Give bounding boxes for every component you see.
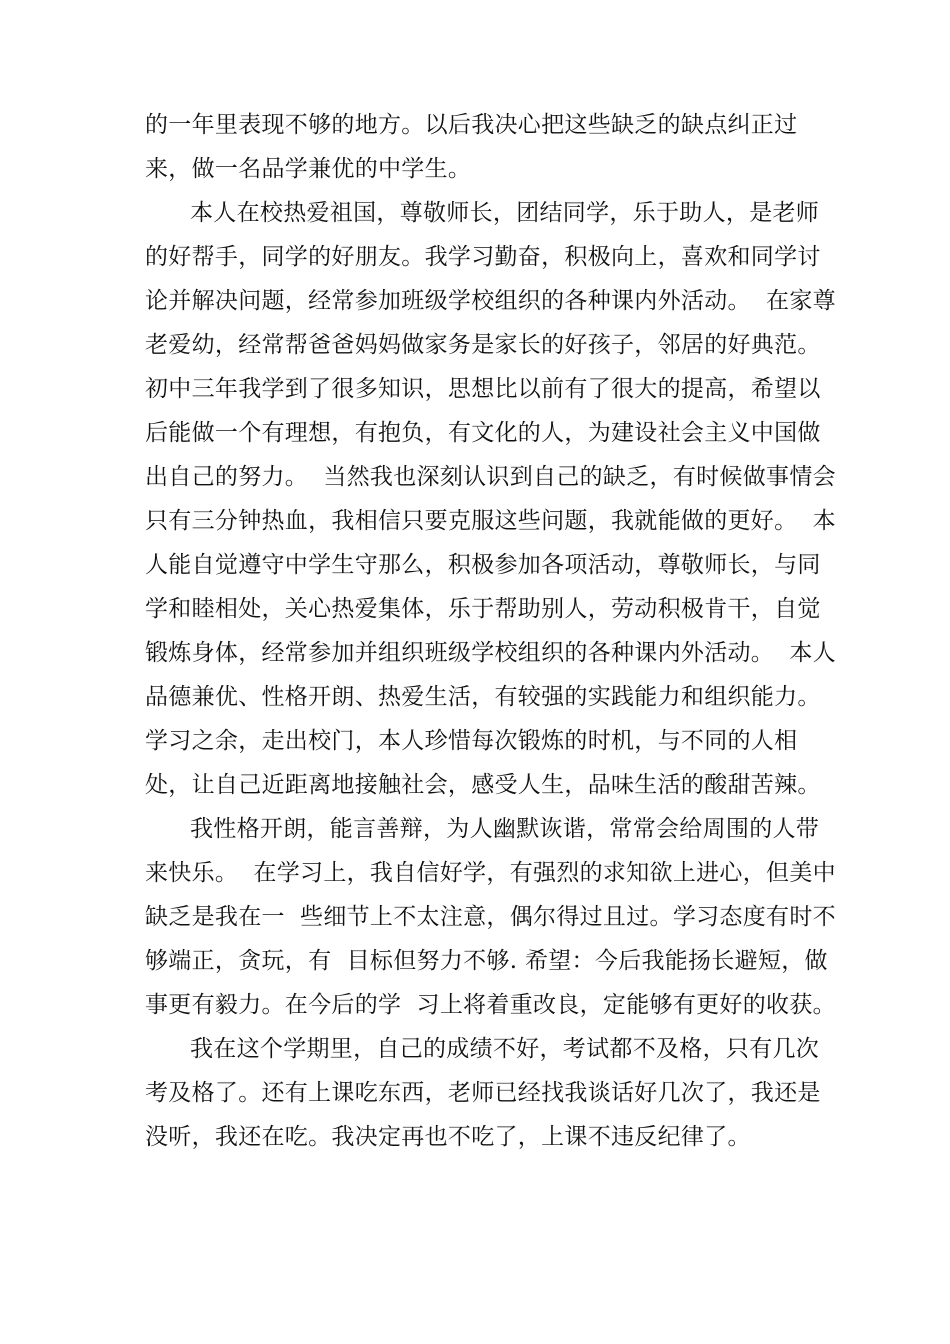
paragraph-start-line: 本人在校热爱祖国，尊敬师长，团结同学，乐于助人，是老师 xyxy=(190,200,820,226)
text-line: 事更有毅力。在今后的学 习上将着重改良，定能够有更好的收获。 xyxy=(145,992,836,1018)
paragraph-start-line: 我在这个学期里，自己的成绩不好，考试都不及格，只有几次 xyxy=(190,1036,820,1062)
text-line: 后能做一个有理想，有抱负，有文化的人，为建设社会主义中国做 xyxy=(145,420,821,446)
text-line: 学和睦相处，关心热爱集体，乐于帮助别人，劳动积极肯干，自觉 xyxy=(145,596,821,622)
text-line: 品德兼优、性格开朗、热爱生活，有较强的实践能力和组织能力。 xyxy=(145,684,821,710)
text-line: 老爱幼，经常帮爸爸妈妈做家务是家长的好孩子，邻居的好典范。 xyxy=(145,332,821,358)
text-line: 的一年里表现不够的地方。以后我决心把这些缺乏的缺点纠正过 xyxy=(145,112,798,138)
text-line: 出自己的努力。 当然我也深刻认识到自己的缺乏，有时候做事情会 xyxy=(145,464,836,490)
text-line: 处，让自己近距离地接触社会，感受人生，品味生活的酸甜苦辣。 xyxy=(145,772,821,798)
text-line: 论并解决问题，经常参加班级学校组织的各种课内外活动。 在家尊 xyxy=(145,288,836,314)
text-line: 考及格了。还有上课吃东西，老师已经找我谈话好几次了，我还是 xyxy=(145,1080,821,1106)
text-line: 学习之余，走出校门，本人珍惜每次锻炼的时机，与不同的人相 xyxy=(145,728,798,754)
text-line: 只有三分钟热血，我相信只要克服这些问题，我就能做的更好。 本 xyxy=(145,508,836,534)
paragraph-start-line: 我性格开朗，能言善辩，为人幽默诙谐，常常会给周围的人带 xyxy=(190,816,820,842)
text-line: 的好帮手，同学的好朋友。我学习勤奋，积极向上，喜欢和同学讨 xyxy=(145,244,821,270)
text-line: 来快乐。 在学习上，我自信好学，有强烈的求知欲上进心，但美中 xyxy=(145,860,836,886)
text-line: 缺乏是我在一 些细节上不太注意，偶尔得过且过。学习态度有时不 xyxy=(145,904,836,930)
text-line: 没听，我还在吃。我决定再也不吃了，上课不违反纪律了。 xyxy=(145,1124,751,1150)
text-line: 来，做一名品学兼优的中学生。 xyxy=(145,156,472,182)
text-line: 够端正，贪玩，有 目标但努力不够. 希望：今后我能扬长避短，做 xyxy=(145,948,828,974)
text-line: 人能自觉遵守中学生守那么，积极参加各项活动，尊敬师长，与同 xyxy=(145,552,821,578)
text-line: 初中三年我学到了很多知识，思想比以前有了很大的提高，希望以 xyxy=(145,376,821,402)
text-line: 锻炼身体，经常参加并组织班级学校组织的各种课内外活动。 本人 xyxy=(145,640,836,666)
